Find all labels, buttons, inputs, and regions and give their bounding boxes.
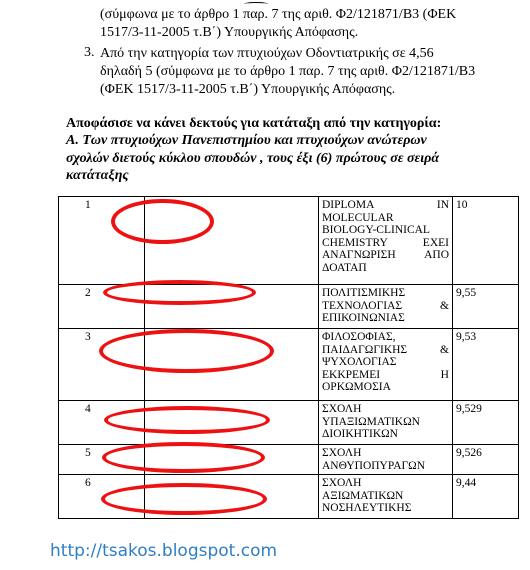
degree-line: MOLECULAR xyxy=(322,211,394,224)
degree-cell xyxy=(319,285,453,329)
rank-cell: 6 xyxy=(59,475,145,519)
degree-line: ΑΞΙΩΜΑΤΙΚΩΝ xyxy=(322,489,404,502)
degree-line: ΣΧΟΛΗ xyxy=(322,403,362,415)
item-3-line-2: δηλαδή 5 (σύμφωνα με το άρθρο 1 παρ. 7 της αριθ. Φ2/121871/Β3 xyxy=(100,64,476,79)
redaction-mark-2 xyxy=(103,280,256,305)
degree-line: ΕΚΚΡΕΜΕΙ Η xyxy=(322,368,449,381)
degree-cell xyxy=(319,475,453,519)
degree-line: ΣΧΟΛΗ xyxy=(322,477,362,489)
degree-line: ΝΟΣΗΛΕΥΤΙΚΗΣ xyxy=(322,502,412,514)
section-a-line-3: κατάταξης xyxy=(66,168,129,183)
degree-line: ΟΡΚΩΜΟΣΙΑ xyxy=(322,381,391,393)
item-3-line-3: (ΦΕΚ 1517/3-11-2005 τ.Β΄) Υπουργικής Απόφασης. xyxy=(100,82,396,97)
score-cell: 9,53 xyxy=(453,329,519,401)
degree-line: CHEMISTRY ΕΧΕΙ xyxy=(322,236,449,249)
section-a-line-1: Α. Των πτυχιούχων Πανεπιστημίου και πτυχιούχων ανώτερων xyxy=(66,133,427,148)
degree-line: ΨΥΧΟΛΟΓΙΑΣ xyxy=(322,356,397,368)
degree-line: ΔΙΟΙΚΗΤΙΚΩΝ xyxy=(322,428,398,440)
degree-line: ΠΟΛΙΤΙΣΜΙΚΗΣ xyxy=(322,287,406,299)
score-cell: 9,44 xyxy=(453,475,519,519)
source-url[interactable]: http://tsakos.blogspot.com xyxy=(50,541,278,561)
rank-cell: 5 xyxy=(59,445,145,475)
degree-line: ΑΝΑΓΝΩΡΙΣΗ ΑΠΟ xyxy=(322,249,449,261)
degree-line: ΕΠΙΚΟΙΝΩΝΙΑΣ xyxy=(322,312,405,324)
degree-line: ΤΕΧΝΟΛΟΓΙΑΣ & xyxy=(322,299,449,312)
degree-cell xyxy=(319,401,453,445)
degree-line: BIOLOGY-CLINICAL xyxy=(322,224,430,236)
degree-line: ΑΝΘΥΠΟΠΥΡΑΓΩΝ xyxy=(322,459,426,472)
rank-cell: 1 xyxy=(59,197,145,285)
redaction-mark-6 xyxy=(101,483,267,515)
degree-cell xyxy=(319,445,453,475)
redaction-mark-1 xyxy=(111,199,214,244)
intro-line-2: 1517/3-11-2005 τ.Β΄) Υπουργικής Απόφασης. xyxy=(100,25,359,40)
score-cell: 10 xyxy=(453,197,519,285)
redaction-mark-3 xyxy=(99,329,274,373)
item-3-number: 3. xyxy=(84,45,95,60)
score-cell: 9,529 xyxy=(453,401,519,445)
degree-line: ΣΧΟΛΗ xyxy=(322,447,362,459)
degree-line: DIPLOMA IN xyxy=(322,199,449,211)
redaction-mark-5 xyxy=(102,442,265,473)
intro-line-1: (σύμφωνα με το άρθρο 1 παρ. 7 της αριθ. Φ2/121871/Β3 (ΦΕΚ xyxy=(100,7,457,22)
degree-line: ΠΑΙΔΑΓΩΓΙΚΗΣ & xyxy=(322,343,449,356)
rank-cell: 2 xyxy=(59,285,145,329)
score-cell: 9,55 xyxy=(453,285,519,329)
rank-cell: 3 xyxy=(59,329,145,401)
item-3-line-1: Από την κατηγορία των πτυχιούχων Οδοντιατρικής σε 4,56 xyxy=(100,46,434,61)
redaction-mark-4 xyxy=(104,406,270,434)
degree-cell xyxy=(319,197,453,285)
score-cell: 9,526 xyxy=(453,445,519,475)
degree-cell xyxy=(319,329,453,401)
rank-cell: 4 xyxy=(59,401,145,445)
decision-heading: Αποφάσισε να κάνει δεκτούς για κατάταξη από την κατηγορία: xyxy=(66,116,442,131)
degree-line: ΥΠΑΞΙΩΜΑΤΙΚΩΝ xyxy=(322,415,420,428)
degree-line: ΔΟΑΤΑΠ xyxy=(322,261,367,274)
degree-line: ΦΙΛΟΣΟΦΙΑΣ, xyxy=(322,331,396,343)
section-a-line-2: σχολών διετούς κύκλου σπουδών , τους έξι (6) πρώτους σε σειρά xyxy=(66,151,440,166)
